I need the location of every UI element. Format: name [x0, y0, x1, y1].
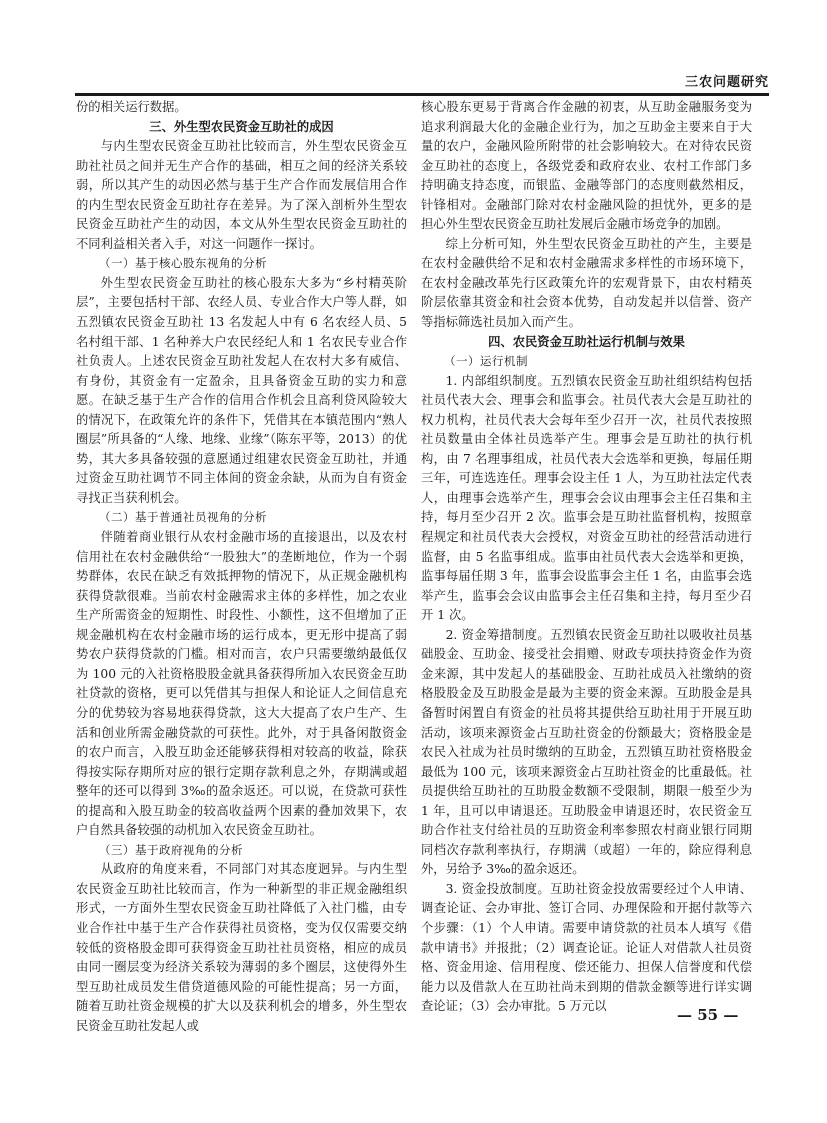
paragraph: 2. 资金筹措制度。五烈镇农民资金互助社以吸收社员基础股金、互助金、接受社会捐赠、财政专项扶持资金作为资金来源，其中发起人的基础股金、互助社成员入社缴纳的资格股股金及互助股金是最为主要的资金来源。互助股金是具备暂时闲置自有资金的社员将其提供给互助社用于开展互助活动，该项来源资金占互助社资金的份额最大；资格股金是农民入社成为社员时缴纳的互助金，五烈镇互助社资格股金最低为 100 元，该项来源资金占互助社资金的比重最低。社员提供给互助社的互助股金数额不受限制，期限一般至少为 1 年，且可以申请退还。互助股金申请退还时，农民资金互助合作社支付给社员的互助资金利率参照农村商业银行同期同档次存款利率执行，存期满（或超）一年的，除应得利息外，另给予 3‰的盈余返还。: [421, 627, 752, 877]
subsection-heading: （一）运行机制: [444, 354, 528, 369]
section-heading: 四、农民资金互助社运行机制与效果: [488, 334, 685, 349]
journal-section-title: 三农问题研究: [684, 75, 769, 90]
right-column: [421, 98, 752, 1017]
paragraph: 与内生型农民资金互助社比较而言，外生型农民资金互助社社员之间并无生产合作的基础，相互之间的经济关系较弱，所以其产生的动因必然与基于生产合作而发展信用合作的内生型农民资金互助社存在差异。为了深入剖析外生型农民资金互助社产生的动因，本文从外生型农民资金互助社的不同利益相关者入手，对这一问题作一探讨。: [76, 139, 407, 251]
paragraph: 1. 内部组织制度。五烈镇农民资金互助社组织结构包括社员代表大会、理事会和监事会。社员代表大会是互助社的权力机构，社员代表大会每年至少召开一次，社员代表按照社员数量由全体社员选举产生。理事会是互助社的执行机构，由 7 名理事组成，社员代表大会选举和更换，每届任期三年，可连选连任。理事会设主任 1 人，为互助社法定代表人，由理事会选举产生，理事会会议由理事会主任召集和主持，每月至少召开 2 次。监事会是互助社监督机构，按照章程规定和社员代表大会授权，对资金互助社的经营活动进行监督，由 5 名监事组成。监事由社员代表大会选举和更换，监事每届任期 3 年，监事会设监事会主任 1 名，由监事会选举产生，监事会会议由监事会主任召集和主持，每月至少召开 1 次。: [421, 373, 752, 623]
left-column: [76, 98, 407, 1036]
subsection-heading: （三）基于政府视角的分析: [99, 842, 243, 857]
subsection-heading: （二）基于普通社员视角的分析: [99, 510, 267, 525]
paragraph: 3. 资金投放制度。互助社资金投放需要经过个人申请、调查论证、会办审批、签订合同、办理保险和开据付款等六个步骤：（1）个人申请。需要申请贷款的社员本人填写《借款申请书》并报批；（2）调查论证。论证人对借款人社员资格、资金用途、信用程度、偿还能力、担保人信誉度和代偿能力以及借款人在互助社尚未到期的借款金额等进行详实调查论证；（3）会办审批。5 万元以: [421, 881, 752, 1014]
paragraph: 外生型农民资金互助社的核心股东大多为“乡村精英阶层”，主要包括村干部、农经人员、专业合作大户等人群，如五烈镇农民资金互助社 13 名发起人中有 6 名农经人员、5 名村组干部、1 名种养大户农民经纪人和 1 名农民专业合作社负责人。上述农民资金互助社发起人在农村大多有威信、有身份，其资金有一定盈余，且具备资金互助的实力和意愿。在缺乏基于生产合作的信用合作机会且高利贷风险较大的情况下，在政策允许的条件下，凭借其在本镇范围内“熟人圈层”所具备的“人缘、地缘、业缘”（陈东平等，2013）的优势，其大多具备较强的意愿通过组建农民资金互助社，并通过资金互助社调节不同主体间的资金余缺，从而为自有资金寻找正当获利机会。: [76, 275, 407, 505]
subsection-heading: （一）基于核心股东视角的分析: [99, 256, 267, 271]
paragraph: 伴随着商业银行从农村金融市场的直接退出，以及农村信用社在农村金融供给“一股独大”的垄断地位，作为一个弱势群体，农民在缺乏有效抵押物的情况下，从正规金融机构获得贷款很难。当前农村金融需求主体的多样性，加之农业生产所需资金的短期性、时段性、小额性，这不但增加了正规金融机构在农村金融市场的运行成本，更无形中提高了弱势农户获得贷款的门槛。相对而言，农户只需要缴纳最低仅为 100 元的入社资格股股金就具备获得所加入农民资金互助社贷款的资格，更可以凭借其与担保人和论证人之间信息充分的优势较为容易地获得贷款，这大大提高了农户生产、生活和创业所需金融贷款的可获性。此外，对于具备闲散资金的农户而言，入股互助金还能够获得相对较高的收益，除获得按实际存期所对应的银行定期存款利息之外，存期满或超整年的还可以得到 3‰的盈余返还。可以说，在贷款可获性的提高和入股互助金的较高收益两个因素的叠加效果下，农户自然具备较强的动机加入农民资金互助社。: [76, 530, 407, 838]
section-heading: 三、外生型农民资金互助社的成因: [149, 119, 334, 134]
paragraph: 从政府的角度来看，不同部门对其态度迥异。与内生型农民资金互助社比较而言，作为一种新型的非正规金融组织形式，一方面外生型农民资金互助社降低了入社门槛，由专业合作社中基于生产合作获得社员资格，变为仅仅需要交纳较低的资格股金即可获得资金互助社社员资格，相应的成员由同一圈层变为经济关系较为薄弱的多个圈层，这使得外生型互助社成员发生借贷道德风险的可能性提高；另一方面，随着互助社资金规模的扩大以及获利机会的增多，外生型农民资金互助社发起人或: [76, 862, 407, 1033]
paragraph: 综上分析可知，外生型农民资金互助社的产生，主要是在农村金融供给不足和农村金融需求多样性的市场环境下，在农村金融改革先行区政策允许的宏观背景下，由农村精英阶层依靠其资金和社会资本优势，自动发起并以信誉、资产等指标筛选社员加入而产生。: [421, 236, 752, 330]
paragraph: 核心股东更易于背离合作金融的初衷，从互助金融服务变为追求利润最大化的金融企业行为，加之互助金主要来自于大量的农户，金融风险所附带的社会影响较大。在对待农民资金互助社的态度上，各级党委和政府农业、农村工作部门多持明确支持态度，而银监、金融等部门的态度则截然相反，针锋相对。金融部门除对农村金融风险的担忧外，更多的是担心外生型农民资金互助社发展后金融市场竞争的加剧。: [421, 100, 752, 232]
paragraph: 份的相关运行数据。: [76, 100, 187, 114]
header-rule: [75, 93, 769, 96]
page-number: — 55 —: [677, 1006, 739, 1024]
